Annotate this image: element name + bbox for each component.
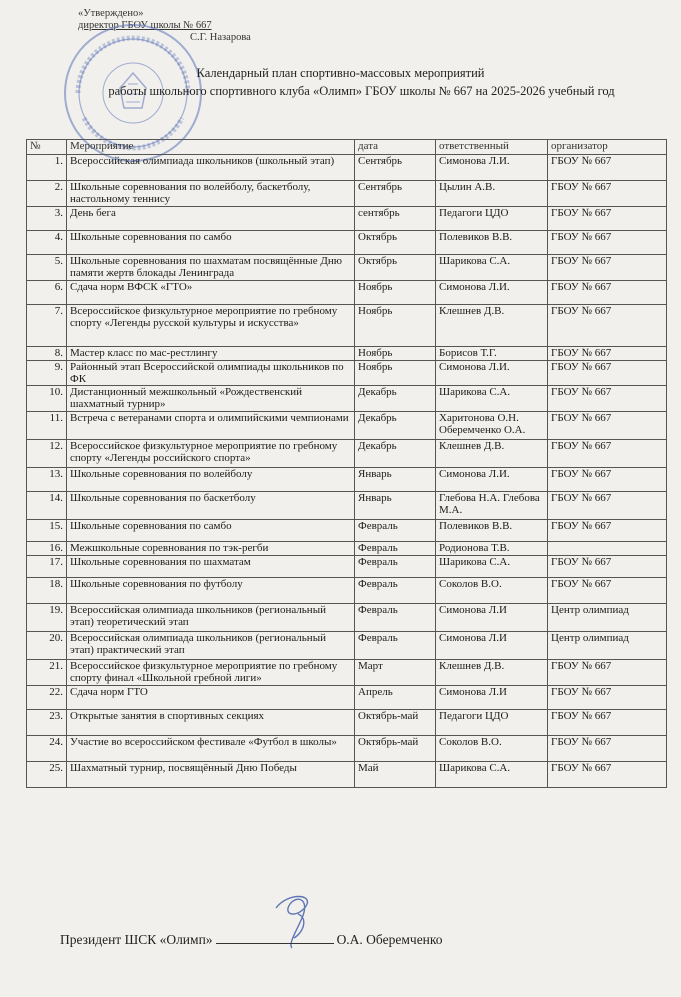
row-responsible: Симонова Л.И. [436,468,548,492]
row-responsible: Полевиков В.В. [436,231,548,255]
row-event: День бега [67,207,355,231]
row-num: 18. [27,578,67,604]
row-num: 3. [27,207,67,231]
row-responsible: Шарикова С.А. [436,556,548,578]
document-title-line-1: Календарный план спортивно-массовых мероприятий [196,66,485,80]
row-num: 25. [27,762,67,788]
row-organizer: ГБОУ № 667 [548,710,667,736]
table-row [27,361,667,386]
footer-name: О.А. Оберемченко [336,932,443,947]
row-organizer: Центр олимпиад [548,604,667,632]
row-num: 16. [27,542,67,556]
row-organizer: ГБОУ № 667 [548,412,667,440]
row-organizer: ГБОУ № 667 [548,578,667,604]
row-date: Январь [355,468,436,492]
table-row [27,347,667,361]
row-responsible: Клешнев Д.В. [436,660,548,686]
approval-line-2: директор ГБОУ школы № 667 [78,20,212,31]
events-table [26,139,667,788]
row-event: Шахматный турнир, посвящённый Дню Победы [67,762,355,788]
row-organizer: ГБОУ № 667 [548,736,667,762]
row-responsible: Родионова Т.В. [436,542,548,556]
row-num: 9. [27,361,67,386]
signature-line [60,932,443,948]
table-row [27,710,667,736]
row-organizer: ГБОУ № 667 [548,181,667,207]
row-date: Январь [355,492,436,520]
row-event: Всероссийская олимпиада школьников (региональный этап) теоретический этап [67,604,355,632]
row-date: Октябрь [355,231,436,255]
row-num: 20. [27,632,67,660]
row-event: Мастер класс по мас-рестлингу [67,347,355,361]
row-date: Февраль [355,632,436,660]
row-organizer: Центр олимпиад [548,632,667,660]
row-event: Школьные соревнования по самбо [67,231,355,255]
row-date: Ноябрь [355,281,436,305]
header-event: Мероприятие [67,140,355,155]
row-organizer: ГБОУ № 667 [548,155,667,181]
footer-role: Президент ШСК «Олимп» [60,932,213,947]
table-row [27,231,667,255]
row-date: Октябрь [355,255,436,281]
row-num: 19. [27,604,67,632]
row-responsible: Симонова Л.И [436,604,548,632]
row-organizer: ГБОУ № 667 [548,440,667,468]
row-organizer: ГБОУ № 667 [548,281,667,305]
row-num: 8. [27,347,67,361]
row-num: 11. [27,412,67,440]
row-event: Всероссийская олимпиада школьников (школьный этап) [67,155,355,181]
row-event: Школьные соревнования по волейболу, баскетболу, настольному теннису [67,181,355,207]
row-date: Май [355,762,436,788]
row-organizer: ГБОУ № 667 [548,468,667,492]
row-organizer [548,542,667,556]
row-date: Октябрь-май [355,736,436,762]
row-responsible: Симонова Л.И. [436,361,548,386]
row-date: сентябрь [355,207,436,231]
row-event: Участие во всероссийском фестивале «Футбол в школы» [67,736,355,762]
row-event: Школьные соревнования по шахматам посвящённые Дню памяти жертв блокады Ленинграда [67,255,355,281]
table-row [27,305,667,347]
row-event: Всероссийское физкультурное мероприятие по гребному спорту финал «Школьной гребной лиги» [67,660,355,686]
header-organizer: организатор [548,140,667,155]
row-organizer: ГБОУ № 667 [548,255,667,281]
table-row [27,468,667,492]
row-date: Февраль [355,520,436,542]
row-event: Сдача норм ГТО [67,686,355,710]
row-responsible: Шарикова С.А. [436,386,548,412]
row-organizer: ГБОУ № 667 [548,305,667,347]
row-date: Апрель [355,686,436,710]
row-num: 15. [27,520,67,542]
table-row [27,542,667,556]
table-row [27,762,667,788]
row-date: Март [355,660,436,686]
row-responsible: Шарикова С.А. [436,762,548,788]
row-responsible: Цылин А.В. [436,181,548,207]
row-num: 24. [27,736,67,762]
row-organizer: ГБОУ № 667 [548,762,667,788]
header-responsible: ответственный [436,140,548,155]
row-num: 2. [27,181,67,207]
row-num: 4. [27,231,67,255]
row-num: 10. [27,386,67,412]
row-organizer: ГБОУ № 667 [548,347,667,361]
row-date: Ноябрь [355,305,436,347]
row-num: 13. [27,468,67,492]
table-row [27,181,667,207]
document-title-line-2: работы школьного спортивного клуба «Олимп» ГБОУ школы № 667 на 2025-2026 учебный год [108,84,615,98]
table-row [27,255,667,281]
row-date: Февраль [355,556,436,578]
row-event: Встреча с ветеранами спорта и олимпийскими чемпионами [67,412,355,440]
row-organizer: ГБОУ № 667 [548,231,667,255]
table-row [27,155,667,181]
row-num: 22. [27,686,67,710]
row-organizer: ГБОУ № 667 [548,207,667,231]
table-row [27,492,667,520]
row-num: 7. [27,305,67,347]
row-date: Февраль [355,578,436,604]
row-responsible: Шарикова С.А. [436,255,548,281]
row-responsible: Педагоги ЦДО [436,710,548,736]
table-row [27,604,667,632]
row-event: Всероссийская олимпиада школьников (региональный этап) практический этап [67,632,355,660]
row-responsible: Педагоги ЦДО [436,207,548,231]
row-event: Школьные соревнования по футболу [67,578,355,604]
row-event: Открытые занятия в спортивных секциях [67,710,355,736]
row-date: Декабрь [355,386,436,412]
row-organizer: ГБОУ № 667 [548,492,667,520]
row-num: 17. [27,556,67,578]
row-date: Февраль [355,604,436,632]
row-responsible: Соколов В.О. [436,736,548,762]
row-date: Ноябрь [355,347,436,361]
row-event: Всероссийское физкультурное мероприятие по гребному спорту «Легенды русской культуры и искусства» [67,305,355,347]
row-organizer: ГБОУ № 667 [548,556,667,578]
row-num: 5. [27,255,67,281]
row-event: Сдача норм ВФСК «ГТО» [67,281,355,305]
approval-line-1: «Утверждено» [78,8,144,19]
row-date: Декабрь [355,440,436,468]
table-row [27,440,667,468]
approval-line-3: С.Г. Назарова [190,32,251,43]
row-date: Февраль [355,542,436,556]
row-responsible: Симонова Л.И [436,632,548,660]
row-responsible: Глебова Н.А. Глебова М.А. [436,492,548,520]
row-num: 1. [27,155,67,181]
row-event: Дистанционный межшкольный «Рождественский шахматный турнир» [67,386,355,412]
row-responsible: Борисов Т.Г. [436,347,548,361]
row-organizer: ГБОУ № 667 [548,386,667,412]
row-responsible: Харитонова О.Н. Оберемченко О.А. [436,412,548,440]
row-responsible: Симонова Л.И [436,686,548,710]
row-date: Ноябрь [355,361,436,386]
table-row [27,632,667,660]
row-date: Сентябрь [355,155,436,181]
signature-underline [216,933,334,944]
table-header-row [27,140,667,155]
table-row [27,556,667,578]
table-row [27,412,667,440]
row-num: 14. [27,492,67,520]
row-event: Всероссийское физкультурное мероприятие по гребному спорту «Легенды российского спорта» [67,440,355,468]
row-event: Школьные соревнования по баскетболу [67,492,355,520]
header-date: дата [355,140,436,155]
table-row [27,520,667,542]
row-organizer: ГБОУ № 667 [548,686,667,710]
row-num: 23. [27,710,67,736]
row-responsible: Полевиков В.В. [436,520,548,542]
table-row [27,736,667,762]
row-event: Межшкольные соревнования по тэк-регби [67,542,355,556]
row-event: Школьные соревнования по волейболу [67,468,355,492]
row-responsible: Клешнев Д.В. [436,440,548,468]
row-organizer: ГБОУ № 667 [548,361,667,386]
row-num: 12. [27,440,67,468]
row-num: 6. [27,281,67,305]
row-organizer: ГБОУ № 667 [548,660,667,686]
table-row [27,686,667,710]
table-row [27,281,667,305]
header-num: № [27,140,67,155]
row-num: 21. [27,660,67,686]
table-row [27,578,667,604]
row-date: Октябрь-май [355,710,436,736]
table-row [27,660,667,686]
table-row [27,207,667,231]
table-row [27,386,667,412]
row-date: Декабрь [355,412,436,440]
row-responsible: Симонова Л.И. [436,155,548,181]
row-date: Сентябрь [355,181,436,207]
row-event: Школьные соревнования по шахматам [67,556,355,578]
row-organizer: ГБОУ № 667 [548,520,667,542]
row-event: Районный этап Всероссийской олимпиады школьников по ФК [67,361,355,386]
row-responsible: Соколов В.О. [436,578,548,604]
row-responsible: Симонова Л.И. [436,281,548,305]
row-event: Школьные соревнования по самбо [67,520,355,542]
row-responsible: Клешнев Д.В. [436,305,548,347]
